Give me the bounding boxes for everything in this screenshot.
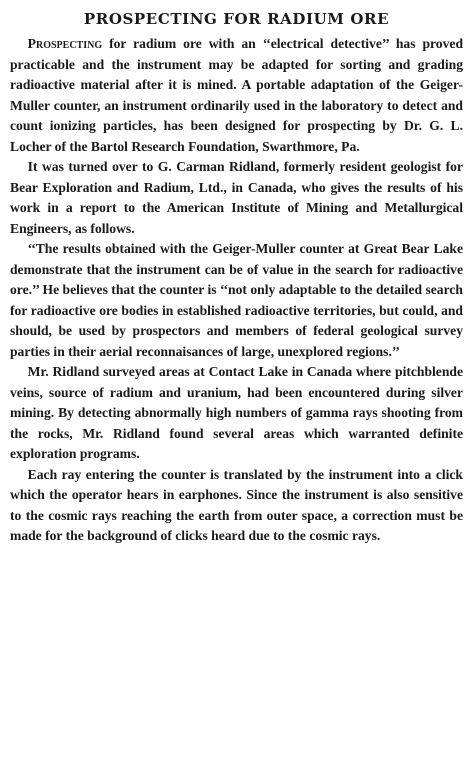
paragraph-5: Each ray entering the counter is translated by the instrument into a click which the operator hears in earphones. Since the instrument is also sensitive to the cosmic rays reaching the earth from outer space, a correction must be made for the background of clicks heard due to the cosmic rays.: [10, 466, 463, 543]
paragraph-2: It was turned over to G. Carman Ridland, formerly resident geologist for Bear Exploration and Radium, Ltd., in Canada, who gives the results of his work in a report to the American Institute of Mining and Metallurgical Engineers, as follows.: [10, 159, 463, 236]
paragraph-3: ‘‘The results obtained with the Geiger-Muller counter at Great Bear Lake demonstrate that the instrument can be of value in the search for radioactive ore.’’ He believes that the counter is ‘‘not only adaptable to the detailed search for radioactive ore bodies in established radioactive territories, but could, and should, be used by prospectors and members of federal geological survey parties in their aerial reconnaisances of large, unexplored regions.’’: [10, 241, 463, 359]
article-title: PROSPECTING FOR RADIUM ORE: [83, 10, 390, 28]
paragraph-1: [10, 34, 463, 157]
paragraph-1-text: for radium ore with an ‘‘electrical detective’’ has proved practicable and the instrument may be adapted for sorting and grading radioactive material after it is mined. A portable adaptation of the Geiger-Muller counter, an instrument ordinarily used in the laboratory to detect and count ionizing particles, has been designed for prospecting by Dr. G. L. Locher of the Bartol Research Foundation, Swarthmore, Pa.: [10, 36, 463, 154]
paragraph-1-lead-word: Prospecting: [27, 36, 103, 51]
paragraph-4: Mr. Ridland surveyed areas at Contact Lake in Canada where pitchblende veins, source of radium and uranium, had been encountered during silver mining. By detecting abnormally high numbers of gamma rays shooting from the rocks, Mr. Ridland found several areas which warranted definite exploration programs.: [10, 364, 463, 461]
